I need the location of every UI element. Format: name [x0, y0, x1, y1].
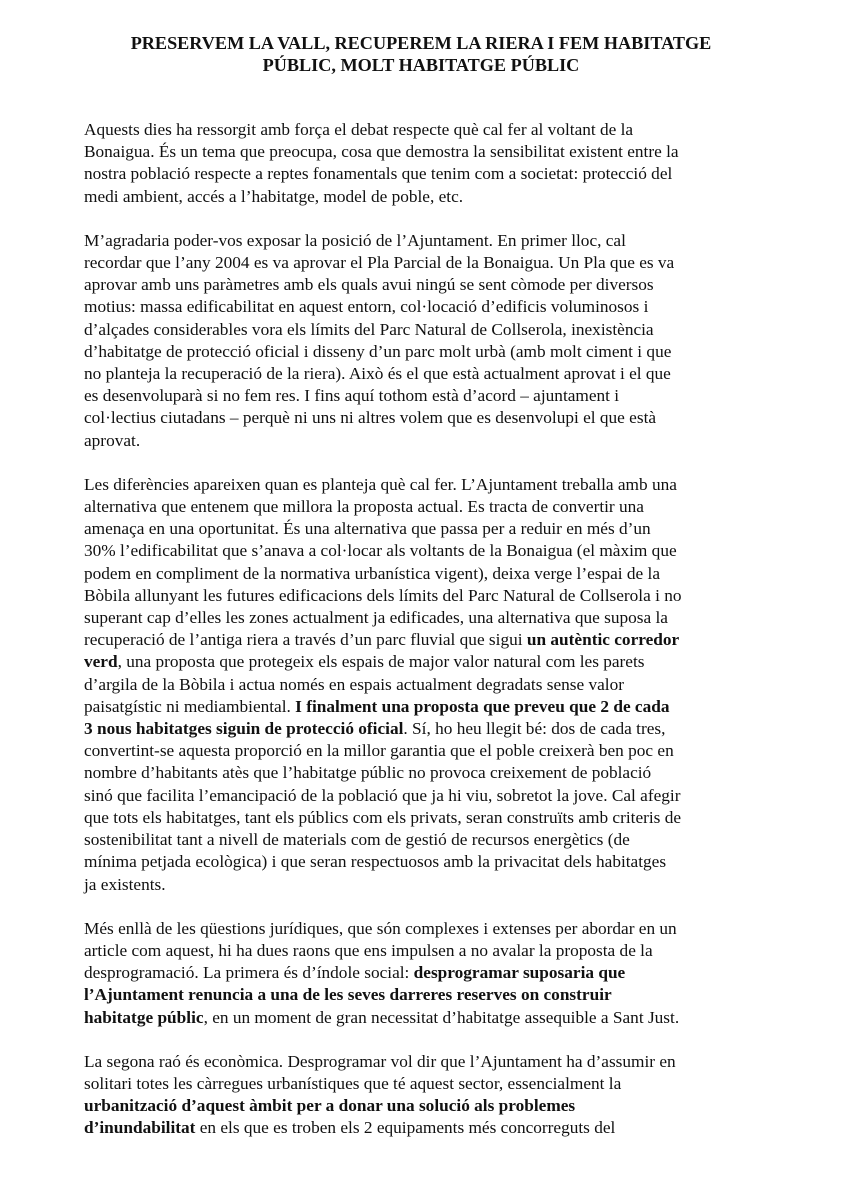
text-line: Bonaigua. És un tema que preocupa, cosa que demostra la sensibilitat existent entre la: [84, 142, 679, 162]
text-line: Més enllà de les qüestions jurídiques, que són complexes i extenses per abordar en un: [84, 918, 677, 938]
text-line: que tots els habitatges, tant els públics com els privats, seran construïts amb criteris de: [84, 807, 682, 827]
text-line: d’alçades considerables vora els límits del Parc Natural de Collserola, inexistència: [84, 319, 654, 339]
text-line: solitari totes les càrregues urbanístiques que té aquest sector, essencialment la: [84, 1073, 622, 1093]
text-line: aprovar amb uns paràmetres amb els quals avui ningú se sent còmode per diversos: [84, 275, 654, 295]
text-run: desprogramació. La primera és d’índole social:: [84, 963, 414, 983]
text-line: d’argila de la Bòbila i actua només en espais actualment degradats sense valor: [84, 674, 625, 694]
text-line: ja existents.: [84, 874, 166, 894]
text-line: sostenibilitat tant a nivell de materials com de gestió de recursos energètics (de: [84, 830, 630, 850]
text-line: nombre d’habitants atès que l’habitatge públic no provoca creixement de població: [84, 763, 652, 783]
text-line: Bòbila allunyant les futures edificacions dels límits del Parc Natural de Collserola i no: [84, 585, 682, 605]
text-line: M’agradaria poder-vos exposar la posició de l’Ajuntament. En primer lloc, cal: [84, 230, 626, 250]
bold-highlight: desprogramar suposaria que: [413, 963, 626, 983]
text-line: nostra població respecte a reptes fonamentals que tenim com a societat: protecció del: [84, 164, 673, 184]
bold-highlight: un autèntic corredor: [526, 630, 680, 650]
paragraph-5: [84, 1051, 774, 1140]
text-run: en els que es troben els 2 equipaments més concorreguts del: [195, 1118, 616, 1138]
text-line: amenaça en una oportunitat. És una alternativa que passa per a reduir en més d’un: [84, 519, 651, 539]
text-line: [84, 696, 774, 718]
text-line: d’habitatge de protecció oficial i disseny d’un parc molt urbà (amb molt ciment i que: [84, 341, 672, 361]
text-line: alternativa que entenem que millora la proposta actual. Es tracta de convertir una: [84, 497, 644, 517]
paragraph-1: [84, 119, 774, 208]
text-line: convertint-se aquesta proporció en la millor garantia que el poble creixerà ben poc en: [84, 741, 674, 761]
bold-highlight: l’Ajuntament renuncia a una de les seves darreres reserves on construir: [84, 985, 612, 1005]
text-line: article com aquest, hi ha dues raons que ens impulsen a no avalar la proposta de la: [84, 940, 653, 960]
text-line: [84, 629, 774, 651]
text-line: es desenvoluparà si no fem res. I fins aquí tothom està d’acord – ajuntament i: [84, 386, 620, 406]
text-line: motius: massa edificabilitat en aquest entorn, col·locació d’edificis voluminosos i: [84, 297, 649, 317]
article-title: [60, 32, 782, 76]
bold-highlight: habitatge públic: [84, 1007, 204, 1027]
bold-highlight: 3 nous habitatges siguin de protecció oficial: [84, 719, 404, 739]
paragraph-4: [84, 918, 774, 1029]
article-body: [84, 119, 774, 1162]
text-line: superant cap d’elles les zones actualment ja edificades, una alternativa que suposa la: [84, 608, 668, 628]
paragraph-3: [84, 474, 774, 896]
text-line: sinó que facilita l’emancipació de la població que ja hi viu, sobretot la jove. Cal afegir: [84, 785, 681, 805]
text-run: , una proposta que protegeix els espais de major valor natural com les parets: [117, 652, 645, 672]
text-line: Les diferències apareixen quan es planteja què cal fer. L’Ajuntament treballa amb una: [84, 474, 677, 494]
text-line: col·lectius ciutadans – perquè ni uns ni altres volem que es desenvolupi el que està: [84, 408, 657, 428]
text-line: podem en compliment de la normativa urbanística vigent), deixa verge l’espai de la: [84, 563, 661, 583]
bold-highlight: d’inundabilitat: [84, 1118, 196, 1138]
title-line-1: PRESERVEM LA VALL, RECUPEREM LA RIERA I FEM HABITATGE: [130, 33, 712, 53]
bold-highlight: verd: [84, 652, 118, 672]
text-line: [84, 1007, 774, 1029]
title-line-2: PÚBLIC, MOLT HABITATGE PÚBLIC: [262, 55, 580, 75]
text-line: [84, 1095, 774, 1117]
bold-highlight: urbanització d’aquest àmbit per a donar una solució als problemes: [84, 1096, 576, 1116]
text-line: [84, 718, 774, 740]
text-line: [84, 651, 774, 673]
text-run: paisatgístic ni mediambiental.: [84, 696, 296, 716]
text-line: recordar que l’any 2004 es va aprovar el Pla Parcial de la Bonaigua. Un Pla que es va: [84, 253, 675, 273]
text-line: [84, 1117, 774, 1139]
text-line: mínima petjada ecològica) i que seran respectuosos amb la privacitat dels habitatges: [84, 852, 667, 872]
text-line: medi ambient, accés a l’habitatge, model de poble, etc.: [84, 186, 464, 206]
text-line: Aquests dies ha ressorgit amb força el debat respecte què cal fer al voltant de la: [84, 120, 634, 139]
text-run: . Sí, ho heu llegit bé: dos de cada tres,: [403, 719, 666, 739]
text-line: no planteja la recuperació de la riera). Això és el que està actualment aprovat i el que: [84, 364, 671, 384]
text-line: La segona raó és econòmica. Desprogramar vol dir que l’Ajuntament ha d’assumir en: [84, 1051, 676, 1071]
bold-highlight: I finalment una proposta que preveu que 2 de cada: [295, 696, 670, 716]
text-line: [84, 962, 774, 984]
text-run: , en un moment de gran necessitat d’habitatge assequible a Sant Just.: [203, 1007, 680, 1027]
text-line: 30% l’edificabilitat que s’anava a col·locar als voltants de la Bonaigua (el màxim que: [84, 541, 677, 561]
paragraph-2: [84, 230, 774, 452]
text-line: aprovat.: [84, 430, 141, 450]
text-line: [84, 984, 774, 1006]
text-run: recuperació de l’antiga riera a través d’un parc fluvial que sigui: [84, 630, 527, 650]
